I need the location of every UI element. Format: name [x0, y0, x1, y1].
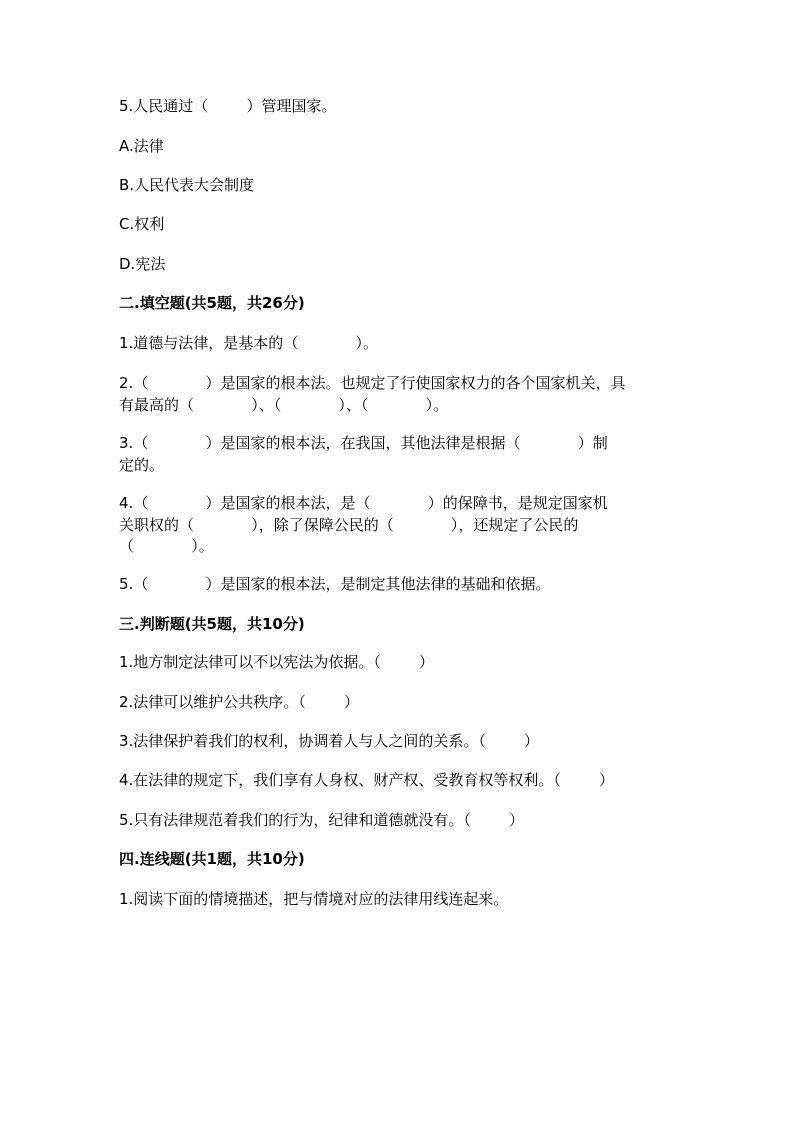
fill-blank-question-2-line-2: 有最高的（ ）、（ ）、（ ）。 [119, 396, 449, 414]
fill-blank-question-2-line-1: 2.（ ）是国家的根本法。也规定了行使国家权力的各个国家机关，具 [119, 374, 626, 392]
choice-option-c: C.权利 [119, 215, 165, 233]
true-false-question-1: 1.地方制定法律可以不以宪法为依据。（ ） [119, 653, 434, 671]
fill-blank-question-4-line-2: 关职权的（ ），除了保障公民的（ ），还规定了公民的 [119, 516, 579, 534]
fill-blank-question-5: 5.（ ）是国家的根本法，是制定其他法律的基础和依据。 [119, 575, 551, 593]
true-false-question-4: 4.在法律的规定下，我们享有人身权、财产权、受教育权等权利。（ ） [119, 771, 614, 789]
fill-blank-question-1: 1.道德与法律，是基本的（ ）。 [119, 334, 379, 352]
fill-blank-question-3-line-1: 3.（ ）是国家的根本法，在我国，其他法律是根据（ ）制 [119, 434, 608, 452]
true-false-question-2: 2.法律可以维护公共秩序。（ ） [119, 693, 359, 711]
fill-blank-question-4-line-3: （ ）。 [119, 537, 214, 555]
matching-question-1: 1.阅读下面的情境描述，把与情境对应的法律用线连起来。 [119, 890, 509, 908]
matching-section-heading: 四.连线题(共1题，共10分) [119, 850, 305, 868]
fill-blank-section-heading: 二.填空题(共5题，共26分) [119, 294, 305, 312]
fill-blank-question-4-line-1: 4.（ ）是国家的根本法，是（ ）的保障书，是规定国家机 [119, 494, 608, 512]
choice-option-b: B.人民代表大会制度 [119, 176, 255, 194]
true-false-question-5: 5.只有法律规范着我们的行为，纪律和道德就没有。（ ） [119, 811, 524, 829]
true-false-section-heading: 三.判断题(共5题，共10分) [119, 615, 305, 633]
true-false-question-3: 3.法律保护着我们的权利，协调着人与人之间的关系。（ ） [119, 732, 539, 750]
fill-blank-question-3-line-2: 定的。 [119, 456, 165, 474]
choice-option-a: A.法律 [119, 137, 164, 155]
choice-question-5-stem: 5.人民通过（ ）管理国家。 [119, 97, 337, 115]
choice-option-d: D.宪法 [119, 255, 166, 273]
